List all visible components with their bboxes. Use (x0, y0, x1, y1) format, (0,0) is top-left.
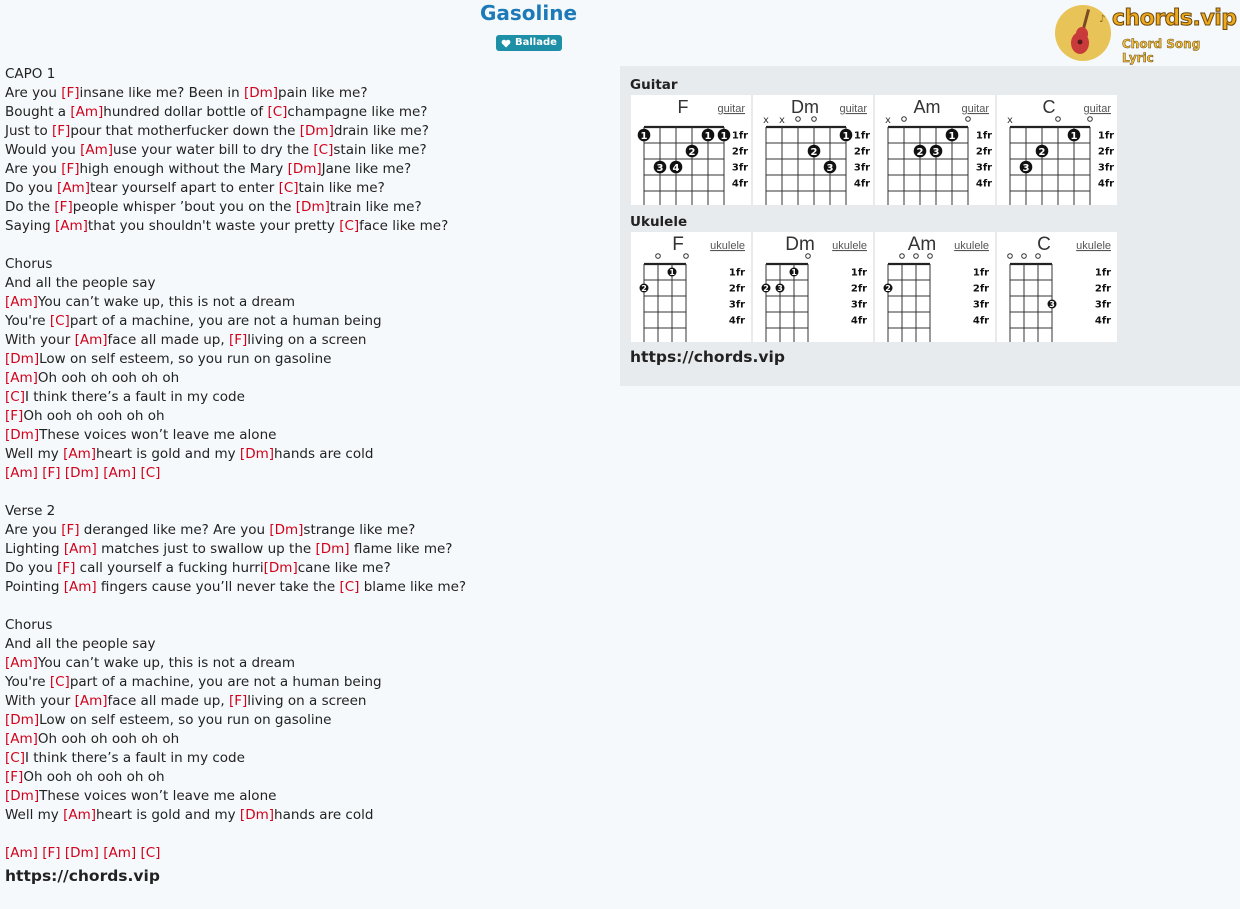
chord-tag[interactable]: [Dm] (315, 541, 350, 557)
lyric-line (5, 730, 605, 749)
fret-label: 1fr (850, 267, 868, 279)
fret-label: 2fr (1097, 146, 1115, 158)
fret-label: 3fr (850, 299, 868, 311)
lyric-text: call yourself a fucking hurri (75, 560, 264, 576)
chord-tag[interactable]: [Dm] (295, 199, 330, 215)
lyric-line (5, 407, 605, 426)
lyric-line (5, 825, 605, 844)
fret-label: 3fr (731, 162, 749, 174)
chord-tag[interactable]: [C] (49, 674, 70, 690)
muted-string-mark: x (779, 115, 785, 126)
fret-label: 2fr (972, 283, 990, 295)
chord-name: Dm (791, 97, 819, 117)
finger-number: 3 (826, 162, 834, 174)
open-string-mark (812, 117, 817, 122)
lyric-text: insane like me? Been in (79, 85, 244, 101)
lyrics-sheet (5, 65, 605, 889)
lyric-text: hands are cold (274, 807, 374, 823)
finger-number: 3 (1022, 162, 1030, 174)
lyric-line (5, 65, 605, 84)
lyric-line (5, 616, 605, 635)
fret-label: 2fr (850, 283, 868, 295)
guitar-chord-charts (631, 95, 1117, 205)
lyric-line (5, 255, 605, 274)
lyric-line (5, 521, 605, 540)
fret-label: 1fr (731, 130, 749, 142)
fret-label: 4fr (850, 315, 868, 327)
chord-tag[interactable]: [C] (5, 389, 25, 405)
open-string-mark (656, 254, 661, 259)
lyric-text: Verse 2 (5, 503, 56, 519)
lyric-text: Oh ooh oh ooh oh oh (37, 731, 180, 747)
finger-number: 1 (948, 130, 956, 142)
lyric-line (5, 122, 605, 141)
lyric-line (5, 217, 605, 236)
lyric-text: champagne like me? (287, 104, 428, 120)
ukulele-chord-charts (631, 232, 1117, 342)
open-string-mark (966, 117, 971, 122)
fret-label: 1fr (972, 267, 990, 279)
lyric-text: that you shouldn't waste your pretty (87, 218, 340, 234)
lyric-line (5, 160, 605, 179)
logo-text: chords.vip (1112, 6, 1237, 31)
lyric-text: tain like me? (298, 180, 385, 196)
chord-tag[interactable]: [C] (140, 845, 161, 861)
chord-chart-f[interactable] (631, 232, 751, 342)
lyric-line (5, 768, 605, 787)
muted-string-mark: x (885, 115, 891, 126)
finger-number: 3 (932, 146, 940, 158)
chord-tag[interactable]: [Dm] (243, 85, 279, 101)
lyric-line (5, 84, 605, 103)
chord-tag[interactable]: [F] (61, 85, 80, 101)
fret-label: 2fr (1094, 283, 1112, 295)
finger-number: 2 (916, 146, 924, 158)
svg-text:♪: ♪ (1099, 14, 1106, 25)
chord-tag[interactable]: [Dm] (5, 427, 40, 443)
chord-tag[interactable]: [Am] (63, 579, 97, 595)
chord-tag[interactable]: [F] (5, 769, 24, 785)
chord-chart-c[interactable] (997, 95, 1117, 205)
instrument-link: guitar (717, 103, 745, 115)
logo-subtext: Chord Song Lyric (1122, 37, 1201, 65)
song-title: Gasoline (479, 1, 578, 25)
lyric-text: Do you (5, 180, 58, 196)
chord-tag[interactable]: [Dm] (5, 788, 40, 804)
finger-number: 1 (720, 130, 728, 142)
lyric-text: flame like me? (349, 541, 453, 557)
finger-number: 2 (641, 284, 647, 293)
finger-number: 3 (777, 284, 783, 293)
chord-tag[interactable]: [Am] (103, 465, 137, 481)
lyric-line (5, 350, 605, 369)
fret-label: 3fr (972, 299, 990, 311)
lyric-text: fingers cause you’ll never take the (96, 579, 340, 595)
fret-label: 3fr (1097, 162, 1115, 174)
chord-tag[interactable]: [Dm] (239, 807, 275, 823)
lyric-text: drain like me? (333, 123, 429, 139)
lyric-text: Bought a (5, 104, 71, 120)
lyric-line (5, 483, 605, 502)
open-string-mark (684, 254, 689, 259)
instrument-link: ukulele (1076, 240, 1111, 252)
lyric-text: heart is gold and my (96, 807, 240, 823)
lyric-text: cane like me? (297, 560, 391, 576)
lyric-text: hands are cold (274, 446, 374, 462)
chord-tag[interactable]: [F] (42, 845, 61, 861)
lyric-text: Do the (5, 199, 55, 215)
lyric-text: Low on self esteem, so you run on gasoline (39, 712, 332, 728)
chord-tag[interactable]: [Dm] (263, 560, 298, 576)
lyric-text: face all made up, (107, 332, 229, 348)
instrument-link: ukulele (710, 240, 745, 252)
chord-tag[interactable]: [F] (228, 332, 248, 348)
lyric-line (5, 597, 605, 616)
lyric-text: pain like me? (278, 85, 368, 101)
lyric-text: use your water bill to dry the (113, 142, 314, 158)
chord-tag[interactable]: [Am] (74, 332, 108, 348)
lyric-line (5, 369, 605, 388)
chord-tag[interactable]: [Am] (63, 446, 97, 462)
chord-name: C (1042, 97, 1056, 117)
lyric-line (5, 293, 605, 312)
lyric-text: Oh ooh oh ooh oh oh (37, 370, 180, 386)
lyric-text: Pointing (5, 579, 64, 595)
lyric-line (5, 673, 605, 692)
lyric-text: face all made up, (107, 693, 229, 709)
site-logo[interactable] (1054, 3, 1237, 65)
instrument-link: guitar (839, 103, 867, 115)
chord-tag[interactable]: [C] (339, 218, 360, 234)
lyric-text: These voices won’t leave me alone (39, 427, 277, 443)
lyric-text: Jane like me? (321, 161, 412, 177)
chord-tag[interactable]: [F] (54, 199, 73, 215)
site-url[interactable]: https://chords.vip (630, 348, 785, 366)
chord-tag[interactable]: [C] (140, 465, 161, 481)
finger-number: 3 (656, 162, 664, 174)
lyric-line (5, 464, 605, 483)
lyric-line (5, 502, 605, 521)
fret-label: 1fr (1094, 267, 1112, 279)
chord-name: Am (913, 97, 941, 117)
chord-tag[interactable]: [F] (228, 693, 248, 709)
chord-chart-f[interactable] (631, 95, 751, 205)
lyric-text: Just to (5, 123, 52, 139)
lyric-text: Chorus (5, 617, 53, 633)
fret-label: 1fr (853, 130, 871, 142)
chord-tag[interactable]: [Am] (5, 655, 38, 671)
chord-tag[interactable]: [Am] (57, 180, 90, 196)
lyric-text: face like me? (359, 218, 449, 234)
chord-tag[interactable]: [Am] (5, 465, 38, 481)
chord-chart-am[interactable] (875, 95, 995, 205)
lyric-text: Are you (5, 161, 62, 177)
chord-tag[interactable]: [Dm] (5, 712, 40, 728)
finger-number: 3 (1049, 300, 1055, 309)
open-string-mark (1056, 117, 1061, 122)
lyric-text: high enough without the Mary (79, 161, 288, 177)
lyric-line (5, 426, 605, 445)
muted-string-mark: x (763, 115, 769, 126)
lyric-text: With your (5, 693, 75, 709)
chord-tag[interactable]: [Am] (103, 845, 137, 861)
chord-tag[interactable]: [Dm] (64, 845, 99, 861)
lyric-text: Low on self esteem, so you run on gasoline (39, 351, 332, 367)
ukulele-heading: Ukulele (630, 214, 688, 230)
muted-string-mark: x (1007, 115, 1013, 126)
lyric-text: stain like me? (333, 142, 427, 158)
chord-tag[interactable]: [Am] (5, 370, 38, 386)
chord-tag[interactable]: [C] (339, 579, 360, 595)
lyric-text: matches just to swallow up the (96, 541, 316, 557)
chord-tag[interactable]: [Am] (70, 104, 104, 120)
lyric-text: Are you (5, 522, 62, 538)
chord-tag[interactable]: [Am] (5, 731, 38, 747)
chord-tag[interactable]: [Am] (80, 142, 114, 158)
lyric-text: Well my (5, 446, 64, 462)
finger-number: 4 (672, 162, 680, 174)
finger-number: 1 (842, 130, 850, 142)
chord-tag[interactable]: [C] (5, 750, 25, 766)
lyric-text: I think there’s a fault in my code (24, 750, 245, 766)
lyric-line (5, 844, 605, 863)
chord-tag[interactable]: [Am] (63, 541, 97, 557)
chord-tag[interactable]: [Dm] (287, 161, 322, 177)
instrument-link: guitar (1083, 103, 1111, 115)
lyric-text: Oh ooh oh ooh oh oh (23, 769, 165, 785)
fret-label: 1fr (728, 267, 746, 279)
lyric-text: heart is gold and my (96, 446, 240, 462)
open-string-mark (900, 254, 905, 259)
chord-tag[interactable]: [F] (42, 465, 61, 481)
lyric-line (5, 540, 605, 559)
chord-tag[interactable]: [F] (57, 560, 76, 576)
fret-label: 2fr (731, 146, 749, 158)
chord-tag[interactable]: [Dm] (239, 446, 275, 462)
lyric-text: Lighting (5, 541, 64, 557)
fret-label: 2fr (853, 146, 871, 158)
finger-number: 2 (763, 284, 769, 293)
lyric-text: You can’t wake up, this is not a dream (37, 294, 296, 310)
finger-number: 2 (1038, 146, 1046, 158)
instrument-link: guitar (961, 103, 989, 115)
open-string-mark (1022, 254, 1027, 259)
guitar-heading: Guitar (630, 77, 678, 93)
chord-name: C (1037, 234, 1051, 255)
chord-diagrams-panel (620, 66, 1240, 386)
lyric-text: tear yourself apart to enter (89, 180, 279, 196)
lyric-text: You're (5, 313, 50, 329)
lyric-line (5, 236, 605, 255)
lyric-text: And all the people say (5, 275, 156, 291)
lyric-text: Chorus (5, 256, 53, 272)
lyric-text: These voices won’t leave me alone (39, 788, 277, 804)
fret-label: 3fr (1094, 299, 1112, 311)
chord-tag[interactable]: [Am] (74, 693, 108, 709)
lyric-line (5, 749, 605, 768)
lyric-line (5, 445, 605, 464)
fret-label: 4fr (975, 178, 993, 190)
open-string-mark (1008, 254, 1013, 259)
lyric-line (5, 312, 605, 331)
lyric-text: You're (5, 674, 50, 690)
lyric-text: deranged like me? Are you (79, 522, 270, 538)
lyric-text: part of a machine, you are not a human being (69, 313, 382, 329)
chord-tag[interactable]: [Am] (5, 845, 38, 861)
finger-number: 2 (885, 284, 891, 293)
lyric-text: hundred dollar bottle of (103, 104, 268, 120)
lyric-text: Would you (5, 142, 81, 158)
lyric-line (5, 331, 605, 350)
lyric-text: And all the people say (5, 636, 156, 652)
chord-tag[interactable]: [Dm] (299, 123, 334, 139)
lyric-text: train like me? (329, 199, 422, 215)
finger-number: 1 (640, 130, 648, 142)
genre-badge[interactable] (496, 35, 562, 51)
chord-name: Dm (785, 234, 815, 255)
lyric-text: Well my (5, 807, 64, 823)
lyric-text: pour that motherfucker down the (70, 123, 300, 139)
lyric-text: I think there’s a fault in my code (24, 389, 245, 405)
chord-name: F (677, 97, 689, 117)
finger-number: 2 (810, 146, 818, 158)
chord-name: F (672, 234, 684, 255)
chord-tag[interactable]: [Am] (63, 807, 97, 823)
fret-label: 3fr (853, 162, 871, 174)
lyric-line (5, 198, 605, 217)
lyric-text: strange like me? (303, 522, 416, 538)
lyric-text: blame like me? (359, 579, 467, 595)
fret-label: 2fr (975, 146, 993, 158)
lyric-line (5, 692, 605, 711)
chord-chart-c[interactable] (997, 232, 1117, 342)
chord-chart-am[interactable] (875, 232, 995, 342)
chord-tag[interactable]: [C] (267, 104, 288, 120)
fret-label: 4fr (972, 315, 990, 327)
chord-tag[interactable]: [F] (52, 123, 71, 139)
lyric-line (5, 179, 605, 198)
lyric-text: living on a screen (247, 693, 367, 709)
lyric-line (5, 103, 605, 122)
fret-label: 3fr (975, 162, 993, 174)
fret-label: 2fr (728, 283, 746, 295)
instrument-link: ukulele (832, 240, 867, 252)
genre-label: Ballade (515, 37, 557, 48)
finger-number: 1 (669, 268, 675, 277)
chord-tag[interactable]: [Dm] (269, 522, 304, 538)
instrument-link: ukulele (954, 240, 989, 252)
heart-icon (501, 39, 511, 48)
lyric-text: Saying (5, 218, 55, 234)
lyric-text: Do you (5, 560, 58, 576)
chord-tag[interactable]: [Am] (55, 218, 88, 234)
lyric-text: people whisper ’bout you on the (72, 199, 296, 215)
lyric-text: Are you (5, 85, 62, 101)
fret-label: 4fr (1097, 178, 1115, 190)
lyric-line (5, 711, 605, 730)
lyric-text: With your (5, 332, 75, 348)
chord-name: Am (907, 234, 937, 255)
open-string-mark (902, 117, 907, 122)
fret-label: 1fr (1097, 130, 1115, 142)
fret-label: 4fr (1094, 315, 1112, 327)
chord-tag[interactable]: [F] (5, 408, 24, 424)
chord-tag[interactable]: [Dm] (64, 465, 99, 481)
lyric-text: part of a machine, you are not a human being (69, 674, 382, 690)
finger-number: 1 (704, 130, 712, 142)
chord-tag[interactable]: [Dm] (5, 351, 40, 367)
lyric-line (5, 806, 605, 825)
open-string-mark (796, 117, 801, 122)
chord-tag[interactable]: [C] (49, 313, 70, 329)
lyric-line (5, 654, 605, 673)
fret-label: 3fr (728, 299, 746, 311)
fret-label: 4fr (731, 178, 749, 190)
lyric-text: Oh ooh oh ooh oh oh (23, 408, 165, 424)
lyric-line (5, 635, 605, 654)
lyric-line (5, 787, 605, 806)
lyric-line (5, 388, 605, 407)
lyric-line (5, 141, 605, 160)
lyric-text: You can’t wake up, this is not a dream (37, 655, 296, 671)
footer-site-url[interactable]: https://chords.vip (5, 867, 160, 885)
lyric-line (5, 578, 605, 597)
chord-chart-dm[interactable] (753, 232, 873, 342)
lyric-text: living on a screen (247, 332, 367, 348)
open-string-mark (1088, 117, 1093, 122)
finger-number: 1 (1070, 130, 1078, 142)
chord-tag[interactable]: [C] (278, 180, 299, 196)
finger-number: 2 (688, 146, 696, 158)
chord-tag[interactable]: [Am] (5, 294, 38, 310)
chord-tag[interactable]: [C] (313, 142, 334, 158)
lyric-line (5, 559, 605, 578)
fret-label: 4fr (853, 178, 871, 190)
lyric-text: CAPO 1 (5, 66, 56, 82)
chord-tag[interactable]: [F] (61, 161, 80, 177)
chord-tag[interactable]: [F] (61, 522, 80, 538)
finger-number: 1 (791, 268, 797, 277)
lyric-line (5, 274, 605, 293)
fret-label: 4fr (728, 315, 746, 327)
fret-label: 1fr (975, 130, 993, 142)
chord-chart-dm[interactable] (753, 95, 873, 205)
